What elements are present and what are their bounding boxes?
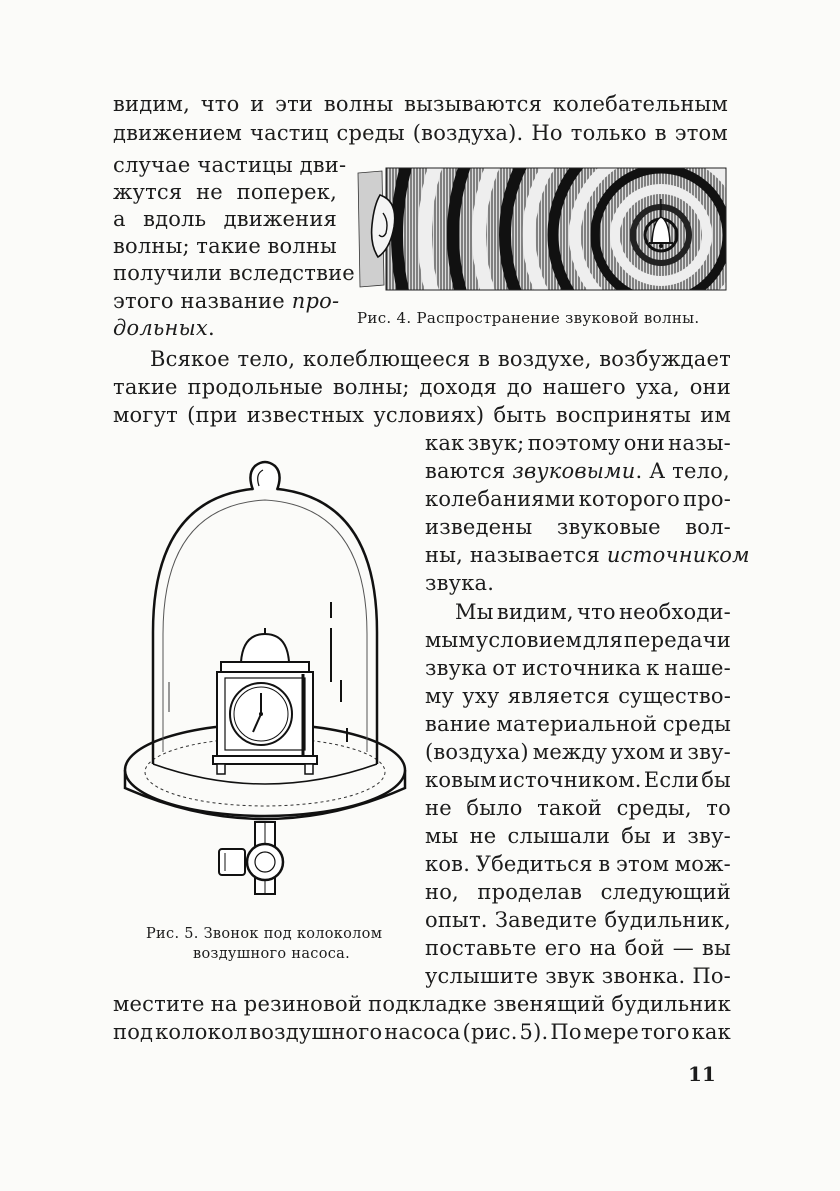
text-line: услышите звук звонка. По-: [425, 964, 731, 988]
text-line: не было такой среды, то: [425, 796, 731, 820]
text-line: случае частицы дви-: [113, 153, 347, 177]
text-line: ковым источником. Если бы: [425, 768, 731, 792]
page-number: 11: [688, 1062, 716, 1086]
text-line: а вдоль движения: [113, 207, 337, 231]
text-line: видим, что и эти волны вызываются колебательным: [113, 92, 728, 116]
term-zvukovymi: звуковыми: [512, 459, 636, 483]
text-line: звука от источника к наше-: [425, 656, 731, 680]
text-line: жутся не поперек,: [113, 180, 337, 204]
figure-4-sound-wave-image: [356, 165, 728, 295]
term-istochnikom: источником: [606, 543, 750, 567]
text-line: могут (при известных условиях) быть восприняты им: [113, 403, 731, 427]
text-line: Всякое тело, колеблющееся в воздухе, возбуждает: [150, 347, 731, 371]
text-line: опыт. Заведите будильник,: [425, 908, 731, 932]
term-prodolnykh-part1: про-: [291, 289, 340, 313]
text-line: но, проделав следующий: [425, 880, 731, 904]
text-line: движением частиц среды (воздуха). Но только в этом: [113, 121, 728, 145]
text-line: (воздуха) между ухом и зву-: [425, 740, 731, 764]
text-line: вание материальной среды: [425, 712, 731, 736]
term-prodolnykh-part2: дольных: [113, 316, 208, 340]
text-line: мы не слышали бы и зву-: [425, 824, 731, 848]
alarm-clock-icon: [213, 628, 317, 774]
text-line: под колокол воздушного насоса (рис. 5). По мере того как: [113, 1020, 731, 1044]
text-line: волны; такие волны: [113, 234, 337, 258]
figure-5-bell-jar-image: [115, 452, 415, 902]
text-line: такие продольные волны; доходя до нашего уха, они: [113, 375, 731, 399]
figure-5-caption-line1: Рис. 5. Звонок под колоколом: [146, 926, 383, 942]
text-line: звука.: [425, 571, 495, 595]
figure-4-caption: Рис. 4. Распространение звуковой волны.: [357, 309, 700, 327]
text-line: колебаниями которого про-: [425, 487, 731, 511]
text-line: ков. Убедиться в этом мож-: [425, 852, 731, 876]
text-line: как звук; поэтому они назы-: [425, 431, 731, 455]
text-line: поставьте его на бой — вы: [425, 936, 731, 960]
text-line: изведены звуковые вол-: [425, 515, 731, 539]
text-line: получили вследствие: [113, 261, 355, 285]
text-line: ваются звуковыми. А тело,: [425, 459, 730, 483]
text-line: местите на резиновой подкладке звенящий будильник: [113, 992, 731, 1016]
text-line: му уху является существо-: [425, 684, 731, 708]
text-line: дольных.: [113, 316, 215, 340]
text-line: этого название про-: [113, 289, 340, 313]
figure-5-caption-line2: воздушного насоса.: [193, 946, 351, 962]
text-line: Мы видим, что необходи-: [455, 600, 731, 624]
text-line: ны, называется источником: [425, 543, 750, 567]
text-line: мым условием для передачи: [425, 628, 731, 652]
